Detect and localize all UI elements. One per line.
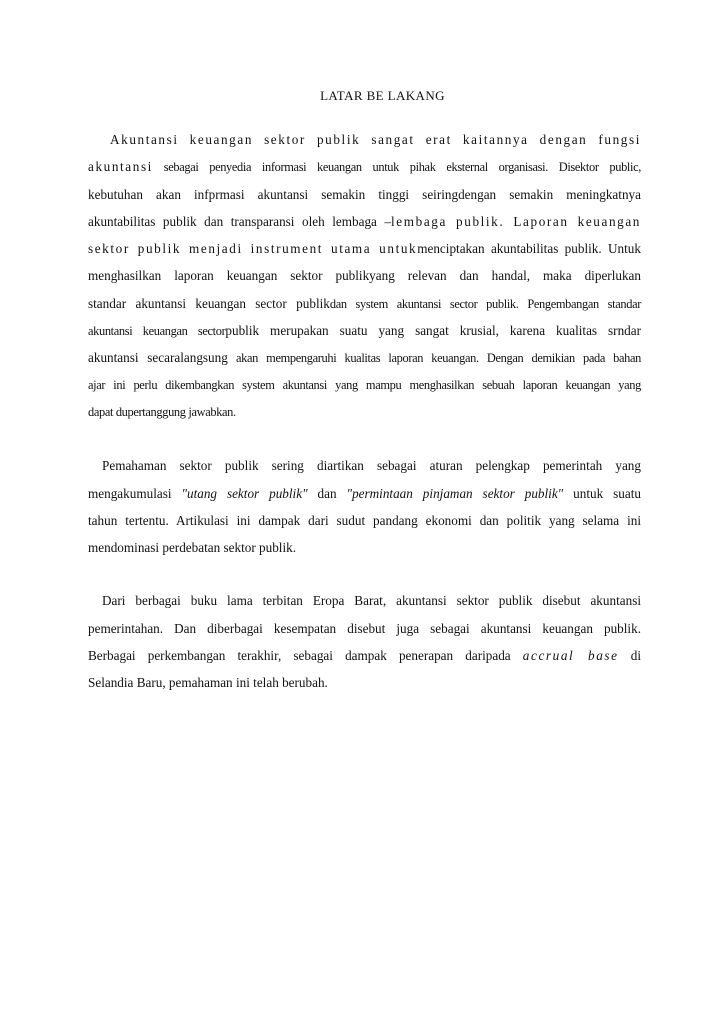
text-span: dan bbox=[307, 485, 347, 501]
document-page bbox=[88, 88, 641, 697]
paragraph-line: ajar ini perlu dikembangkan system akuntansi yang mampu menghasilkan sebuah laporan keuangan yang bbox=[88, 377, 641, 392]
text-span: untuk suatu bbox=[563, 485, 641, 501]
paragraph-2 bbox=[88, 452, 641, 561]
paragraph-line: Akuntansi keuangan sektor publik sangat erat kaitannya dengan fungsi bbox=[110, 132, 641, 147]
text-span: publik merupakan suatu yang sangat krusial, karena kualitas srndar bbox=[225, 323, 641, 339]
paragraph-3 bbox=[88, 587, 641, 696]
text-span: sebagai penyedia informasi keuangan untuk pihak eksternal organisasi. Disektor public, bbox=[152, 160, 641, 175]
text-span: akan mempengaruhi kualitas laporan keuangan. Dengan demikian pada bahan bbox=[227, 351, 641, 366]
text-span: standar akuntansi keuangan sector publik bbox=[88, 295, 330, 311]
text-span: menciptakan akuntabilitas publik. Untuk bbox=[417, 241, 641, 257]
italic-term: accrual base bbox=[522, 648, 619, 664]
paragraph-line bbox=[88, 153, 641, 180]
paragraph-line bbox=[88, 290, 641, 317]
paragraph-line bbox=[88, 642, 641, 669]
paragraph-line bbox=[88, 480, 641, 507]
paragraph-line bbox=[88, 344, 641, 371]
paragraph-line: tahun tertentu. Artikulasi ini dampak dari sudut pandang ekonomi dan politik yang selama ini bbox=[88, 512, 641, 528]
text-span: akuntansi bbox=[88, 159, 153, 175]
paragraph-line bbox=[88, 317, 641, 344]
text-span: sektor publik menjadi instrument utama untuk bbox=[88, 241, 418, 257]
text-span: dan system akuntansi sector publik. Pengembangan standar bbox=[329, 296, 641, 311]
paragraph-line bbox=[88, 235, 641, 262]
paragraph-line: Pemahaman sektor publik sering diartikan sebagai aturan pelengkap pemerintah yang bbox=[102, 458, 641, 474]
text-span: mengakumulasi bbox=[88, 485, 182, 501]
paragraph-line: Dari berbagai buku lama terbitan Eropa Barat, akuntansi sektor publik disebut akuntansi bbox=[102, 593, 641, 609]
paragraph-line: dapat dupertanggung jawabkan. bbox=[88, 404, 236, 419]
quoted-term: "utang sektor publik" bbox=[181, 485, 308, 501]
quoted-term: "permintaan pinjaman sektor publik" bbox=[346, 485, 564, 501]
paragraph-1 bbox=[88, 126, 641, 426]
paragraph-line: mendominasi perdebatan sektor publik. bbox=[88, 540, 297, 556]
paragraph-line bbox=[88, 208, 641, 235]
paragraph-line: pemerintahan. Dan diberbagai kesempatan disebut juga sebagai akuntansi keuangan publik. bbox=[88, 620, 641, 636]
text-span: Berbagai perkembangan terakhir, sebagai dampak penerapan daripada bbox=[88, 648, 523, 664]
document-title: LATAR BE LAKANG bbox=[320, 88, 445, 103]
paragraph-line: menghasilkan laporan keuangan sektor publikyang relevan dan handal, maka diperlukan bbox=[88, 268, 641, 284]
paragraph-line: kebutuhan akan infprmasi akuntansi semakin tinggi seiringdengan semakin meningkatnya bbox=[88, 186, 641, 202]
text-span: akuntabilitas publik dan transparansi oleh lembaga – bbox=[88, 213, 392, 229]
paragraph-line: Selandia Baru, pemahaman ini telah berubah. bbox=[88, 675, 328, 691]
text-span: di bbox=[618, 648, 641, 664]
text-span: akuntansi keuangan sector bbox=[88, 324, 226, 339]
text-span: lembaga publik. Laporan keuangan bbox=[391, 213, 641, 229]
text-span: akuntansi secaralangsung bbox=[88, 350, 228, 366]
